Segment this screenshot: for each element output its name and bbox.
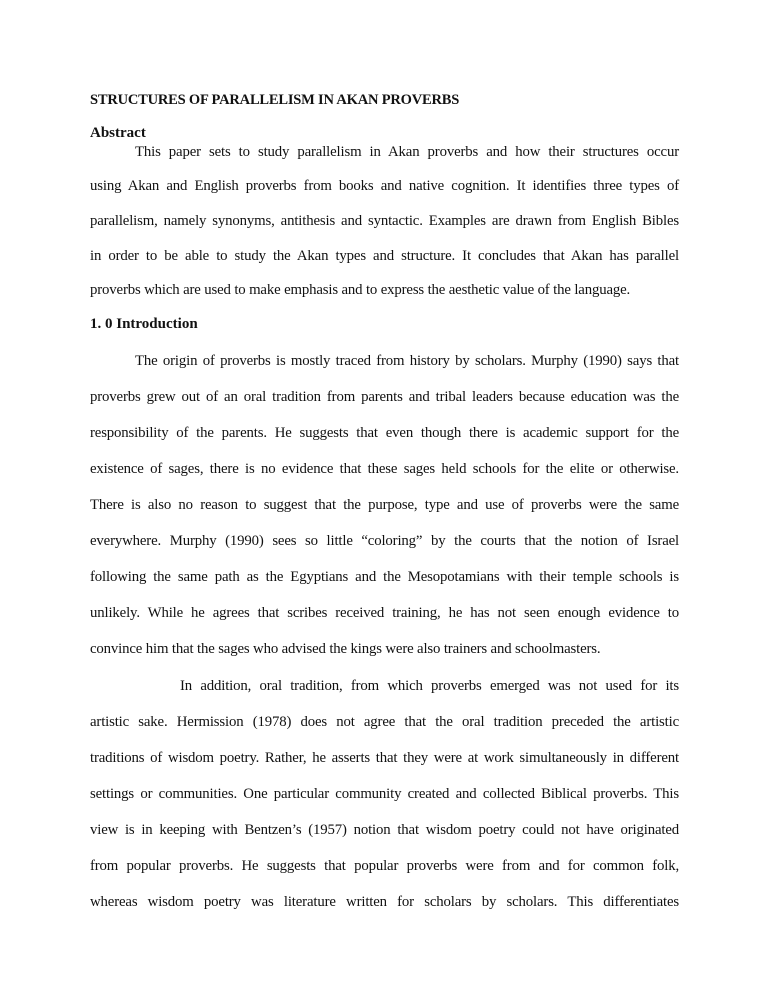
intro-line: whereas wisdom poetry was literature written for scholars by scholars. This differentiates bbox=[90, 894, 679, 910]
abstract-heading: Abstract bbox=[90, 125, 146, 141]
intro-line: There is also no reason to suggest that the purpose, type and use of proverbs were the same bbox=[90, 497, 679, 513]
abstract-line: This paper sets to study parallelism in Akan proverbs and how their structures occur bbox=[135, 144, 679, 160]
intro-line: view is in keeping with Bentzen’s (1957) notion that wisdom poetry could not have originated bbox=[90, 822, 679, 838]
intro-line: The origin of proverbs is mostly traced from history by scholars. Murphy (1990) says that bbox=[135, 353, 679, 369]
intro-line: unlikely. While he agrees that scribes received training, he has not seen enough evidence to bbox=[90, 605, 679, 621]
intro-line: artistic sake. Hermission (1978) does not agree that the oral tradition preceded the artistic bbox=[90, 714, 679, 730]
intro-line: In addition, oral tradition, from which proverbs emerged was not used for its bbox=[180, 678, 679, 694]
abstract-line: proverbs which are used to make emphasis and to express the aesthetic value of the language. bbox=[90, 282, 631, 298]
introduction-heading: 1. 0 Introduction bbox=[90, 316, 198, 332]
intro-line: proverbs grew out of an oral tradition from parents and tribal leaders because education was the bbox=[90, 389, 679, 405]
intro-line: from popular proverbs. He suggests that popular proverbs were from and for common folk, bbox=[90, 858, 679, 874]
intro-line: everywhere. Murphy (1990) sees so little “coloring” by the courts that the notion of Israel bbox=[90, 533, 679, 549]
intro-line: convince him that the sages who advised the kings were also trainers and schoolmasters. bbox=[90, 641, 601, 657]
intro-line: traditions of wisdom poetry. Rather, he asserts that they were at work simultaneously in different bbox=[90, 750, 679, 766]
abstract-line: parallelism, namely synonyms, antithesis and syntactic. Examples are drawn from English Bibles bbox=[90, 213, 679, 229]
intro-line: responsibility of the parents. He suggests that even though there is academic support for the bbox=[90, 425, 679, 441]
abstract-line: using Akan and English proverbs from books and native cognition. It identifies three types of bbox=[90, 178, 679, 194]
intro-line: settings or communities. One particular community created and collected Biblical proverbs. This bbox=[90, 786, 679, 802]
intro-line: existence of sages, there is no evidence that these sages held schools for the elite or otherwise. bbox=[90, 461, 679, 477]
abstract-line: in order to be able to study the Akan types and structure. It concludes that Akan has parallel bbox=[90, 248, 679, 264]
paper-title: STRUCTURES OF PARALLELISM IN AKAN PROVERBS bbox=[90, 92, 460, 108]
intro-line: following the same path as the Egyptians and the Mesopotamians with their temple schools is bbox=[90, 569, 679, 585]
